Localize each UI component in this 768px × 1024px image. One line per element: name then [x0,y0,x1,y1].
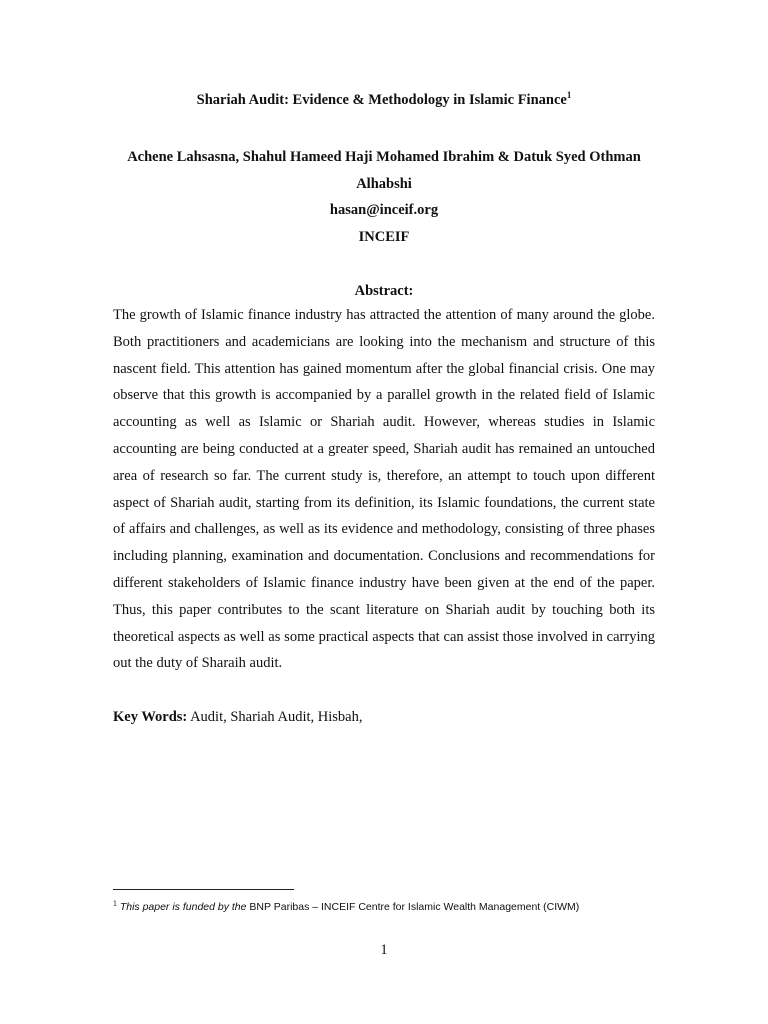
abstract-heading: Abstract: [354,283,414,299]
page-number: 1 [380,942,388,958]
abstract-body: The growth of Islamic finance industry has attracted the attention of many around the globe. Both practitioners and academicians are looking into the mechanism and structure of this nascent field. This attention has gained momentum after the global financial crisis. One may observe that this growth is accompanied by a parallel growth in the related field of Islamic accounting as well as Islamic or Shariah audit. However, whereas studies in Islamic accounting are being conducted at a greater speed, Shariah audit has remained an untouched area of research so far. The current study is, therefore, an attempt to touch upon different aspect of Shariah audit, starting from its definition, its Islamic foundations, the current state of affairs and challenges, as well as its evidence and methodology, consisting of three phases including planning, examination and documentation. Conclusions and recommendations for different stakeholders of Islamic finance industry have been given at the end of the paper. Thus, this paper contributes to the scant literature on Shariah audit by touching both its theoretical aspects as well as some practical aspects that can assist those involved in carrying out the duty of Sharaih audit. [113,307,655,672]
author-institution: INCEIF [358,229,410,245]
footnote-text: BNP Paribas – INCEIF Centre for Islamic Wealth Management (CIWM) [249,901,580,913]
keywords [113,704,655,730]
footnote-divider [113,889,294,890]
footnote-marker: 1 [113,900,117,908]
paper-authors: Achene Lahsasna, Shahul Hameed Haji Mohamed Ibrahim & Datuk Syed Othman Alhabshi [127,149,641,192]
keywords-text: Audit, Shariah Audit, Hisbah, [187,709,363,725]
paper-title-text: Shariah Audit: Evidence & Methodology in Islamic Finance [196,92,567,108]
footnote [113,899,713,915]
paper-title [113,90,655,110]
keywords-label: Key Words: [113,709,188,725]
title-footnote-marker: 1 [566,90,572,101]
author-email: hasan@inceif.org [329,202,439,218]
footnote-italic-text: This paper is funded by the [116,901,250,913]
